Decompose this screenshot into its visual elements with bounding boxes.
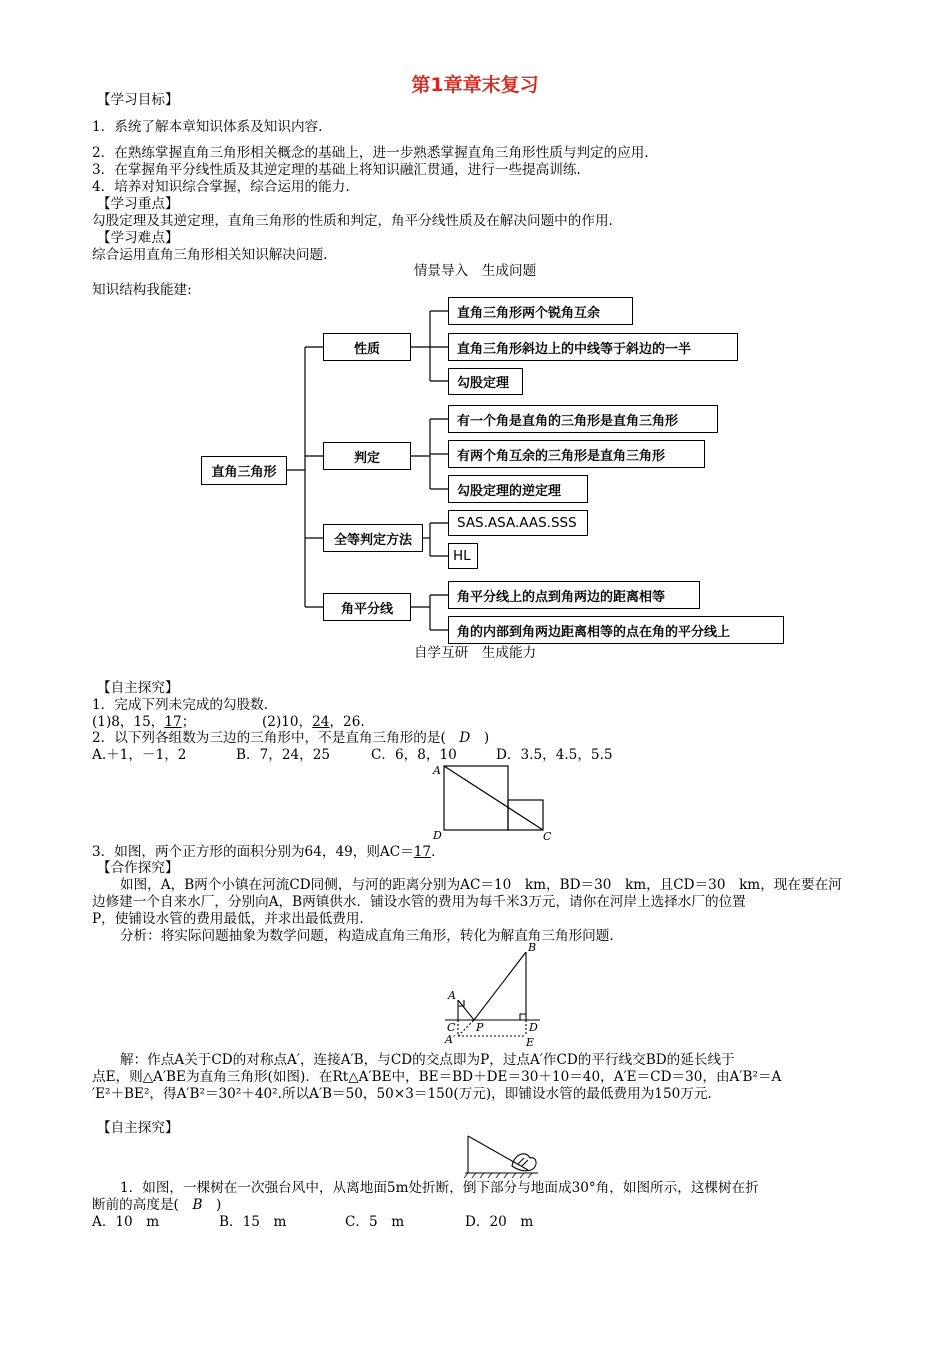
tree-branch-bisector: 角平分线 — [323, 593, 411, 621]
tree-branch-properties: 性质 — [323, 333, 411, 361]
option-d: D．20 m — [465, 1214, 534, 1230]
river-figure — [440, 940, 550, 1049]
tree-leaf: HL — [448, 543, 478, 569]
fig1-label: C — [543, 830, 552, 843]
answer: D — [459, 730, 471, 746]
answer: 17 — [413, 844, 432, 860]
answer: B — [192, 1197, 203, 1213]
coop-text: P，使铺设水管的费用最低，并求出最低费用. — [92, 911, 364, 927]
option-d: D．3.5，4.5，5.5 — [496, 747, 613, 763]
section-heading: 情景导入 生成问题 — [413, 263, 537, 279]
tree-leaf: SAS.ASA.AAS.SSS — [448, 510, 588, 536]
tree-branch-criteria: 判定 — [323, 442, 411, 470]
fig1-label: A — [433, 764, 441, 777]
tree-leaf: 角的内部到角两边距离相等的点在角的平分线上 — [448, 616, 784, 644]
goal-item: 2．在熟练掌握直角三角形相关概念的基础上，进一步熟悉掌握直角三角形性质与判定的应用. — [92, 145, 649, 161]
fig2-label: P — [476, 1021, 484, 1034]
difficulties-text: 综合运用直角三角形相关知识解决问题. — [92, 247, 328, 263]
broken-tree-figure — [460, 1130, 545, 1180]
tree-question-answer: 断前的高度是( B ) — [92, 1197, 222, 1213]
option-c: C．5 m — [345, 1214, 405, 1230]
tree-root: 直角三角形 — [201, 456, 287, 485]
self-explore-heading: 【自主探究】 — [97, 1120, 179, 1136]
page-title: 第1章章末复习 — [411, 74, 539, 96]
goals-heading: 【学习目标】 — [97, 92, 179, 108]
answer: 24 — [312, 714, 330, 730]
option-b: B．15 m — [219, 1214, 287, 1230]
option-a: A．10 m — [92, 1214, 160, 1230]
tree-branch-congruence: 全等判定方法 — [323, 524, 423, 552]
tree-leaf: 角平分线上的点到角两边的距离相等 — [448, 581, 700, 609]
tree-leaf: 勾股定理 — [448, 368, 523, 395]
option-a: A.＋1，－1，2 — [92, 747, 187, 763]
section-heading: 自学互研 生成能力 — [413, 645, 537, 661]
two-squares-figure — [430, 760, 560, 845]
fig2-label: C — [447, 1021, 456, 1034]
solution-text: 解：作点A关于CD的对称点A′，连接A′B，与CD的交点即为P，过点A′作CD的平行线交BD的延长线于 — [120, 1052, 735, 1068]
tree-question-text: 1．如图，一棵树在一次强台风中，从离地面5m处折断，倒下部分与地面成30°角，如图所示，这棵树在折 — [120, 1180, 759, 1196]
difficulties-heading: 【学习难点】 — [97, 230, 179, 246]
fig2-label: A′ — [445, 1033, 456, 1046]
tree-leaf: 勾股定理的逆定理 — [448, 475, 588, 503]
coop-text: 如图，A，B两个小镇在河流CD同侧，与河的距离分别为AC＝10 km，BD＝30 km，且CD＝30 km，现在要在河 — [120, 877, 842, 893]
fig1-label: D — [433, 829, 442, 842]
coop-heading: 【合作探究】 — [97, 860, 179, 876]
tree-leaf: 有两个角互余的三角形是直角三角形 — [448, 440, 705, 468]
fig2-label: A — [448, 989, 456, 1002]
fig2-label: B — [528, 941, 537, 954]
goal-item: 4．培养对知识综合掌握，综合运用的能力. — [92, 179, 350, 195]
key-points-text: 勾股定理及其逆定理，直角三角形的性质和判定，角平分线性质及在解决问题中的作用. — [92, 213, 613, 229]
tree-leaf: 直角三角形两个锐角互余 — [448, 297, 633, 325]
structure-intro: 知识结构我能建: — [92, 282, 192, 298]
option-c: C．6，8，10 — [371, 747, 457, 763]
fig2-label: D — [529, 1021, 538, 1034]
question-1b: (2)10，24，26. — [262, 714, 365, 730]
coop-analysis: 分析：将实际问题抽象为数学问题，构造成直角三角形，转化为解直角三角形问题. — [120, 928, 614, 944]
goal-item: 1．系统了解本章知识体系及知识内容. — [92, 119, 323, 135]
coop-text: 边修建一个自来水厂，分别向A，B两镇供水．铺设水管的费用为每千米3万元，请你在河岸上选择水厂的位置 — [92, 894, 746, 910]
tree-leaf: 有一个角是直角的三角形是直角三角形 — [448, 405, 718, 433]
question-1a: (1)8，15，17； — [92, 714, 196, 730]
solution-text: ′E²＋BE²，得A′B²＝30²＋40².所以A′B＝50，50×3＝150(万元)，即铺设水管的最低费用为150万元. — [92, 1086, 712, 1102]
key-points-heading: 【学习重点】 — [97, 196, 179, 212]
tree-leaf: 直角三角形斜边上的中线等于斜边的一半 — [448, 333, 738, 361]
question-2: 2．以下列各组数为三边的三角形中，不是直角三角形的是( D ) — [92, 730, 490, 746]
self-explore-heading: 【自主探究】 — [97, 680, 179, 696]
question-1: 1．完成下列未完成的勾股数. — [92, 697, 269, 713]
option-b: B．7，24，25 — [236, 747, 331, 763]
solution-text: 点E，则△A′BE为直角三角形(如图)．在Rt△A′BE中，BE＝BD＋DE＝30＋10＝40，A′E＝CD＝30，由A′B²＝A — [92, 1069, 782, 1085]
answer: 17 — [164, 714, 182, 730]
fig2-label: E — [526, 1036, 535, 1049]
goal-item: 3．在掌握角平分线性质及其逆定理的基础上将知识融汇贯通，进行一些提高训练. — [92, 162, 581, 178]
question-3: 3．如图，两个正方形的面积分别为64，49，则AC＝17. — [92, 844, 436, 860]
